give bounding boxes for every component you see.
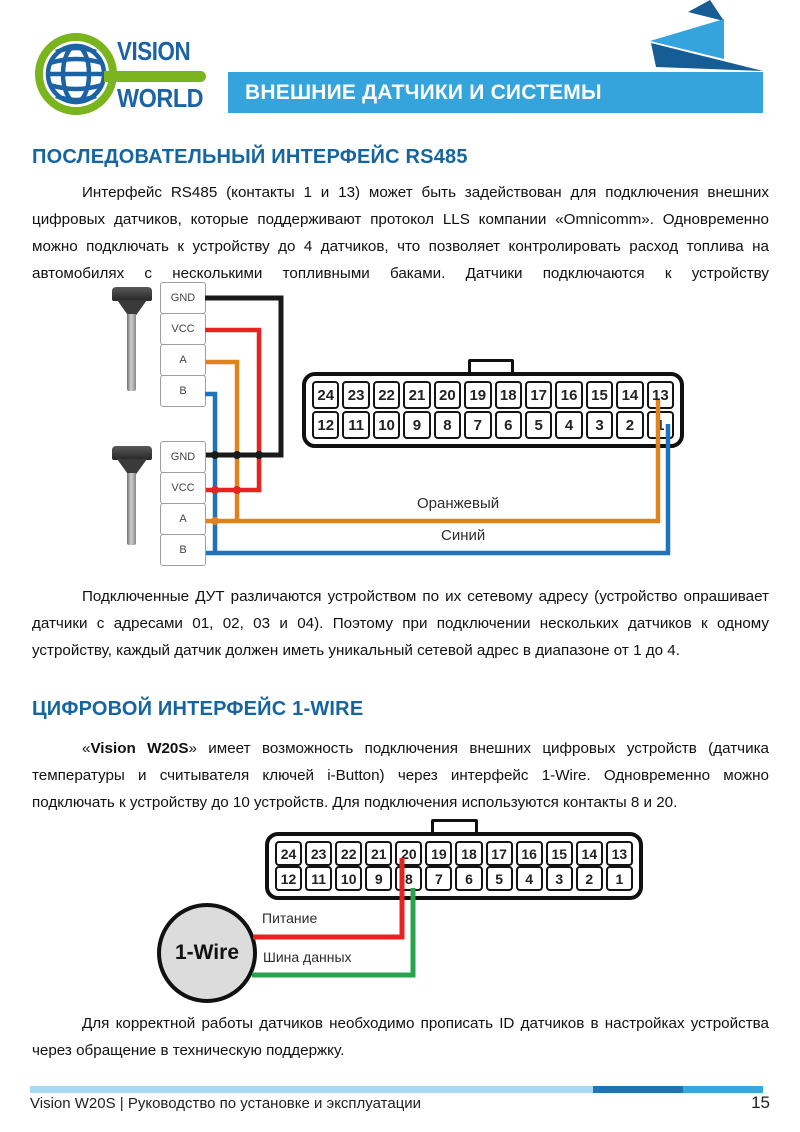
pin-cell: 8	[434, 411, 461, 439]
onewire-paragraph-1-prefix: «	[82, 740, 91, 757]
pin-cell: 2	[576, 866, 603, 891]
onewire-paragraph-1	[32, 735, 769, 816]
footer-bar-mid	[683, 1086, 763, 1093]
sensor-2-terminal-block	[160, 442, 206, 566]
pin-cell: 7	[425, 866, 452, 891]
pin-cell: 21	[403, 381, 430, 409]
connector-1-top-row	[312, 381, 674, 409]
pin-cell: 9	[365, 866, 392, 891]
one-wire-node-label: 1-Wire	[175, 941, 239, 964]
device-name-bold: Vision W20S	[90, 740, 189, 757]
terminal-label: A	[160, 503, 206, 535]
onewire-section-title: ЦИФРОВОЙ ИНТЕРФЕЙС 1-WIRE	[32, 698, 364, 720]
terminal-label: VCC	[160, 472, 206, 504]
fuel-sensor-2-neck	[117, 459, 147, 474]
sensor-1-terminal-block	[160, 283, 206, 407]
pin-cell: 18	[455, 841, 482, 866]
footer-bar-dark	[593, 1086, 683, 1093]
logo-text-world: WORLD	[117, 83, 204, 113]
pin-cell: 22	[335, 841, 362, 866]
onewire-paragraph-2: Для корректной работы датчиков необходимо прописать ID датчиков в настройках устройства через обращение в техническую поддержку.	[32, 1015, 769, 1059]
pin-cell: 14	[576, 841, 603, 866]
pin-cell: 16	[516, 841, 543, 866]
pin-cell: 15	[546, 841, 573, 866]
pin-cell: 24	[312, 381, 339, 409]
a-junction-dot	[211, 517, 219, 525]
logo-underline	[104, 71, 206, 82]
fuel-sensor-1-neck	[117, 300, 147, 315]
vcc-wire	[205, 330, 259, 490]
pin-cell: 15	[586, 381, 613, 409]
pin-cell: 17	[486, 841, 513, 866]
banner-title: ВНЕШНИЕ ДАТЧИКИ И СИСТЕМЫ	[245, 81, 602, 104]
pin-cell: 11	[342, 411, 369, 439]
pin-cell: 5	[525, 411, 552, 439]
connector-2-bottom-row	[275, 866, 633, 891]
pin-cell: 20	[434, 381, 461, 409]
terminal-label: GND	[160, 441, 206, 473]
pin-cell: 17	[525, 381, 552, 409]
footer-document-title: Vision W20S | Руководство по установке и эксплуатации	[30, 1095, 422, 1112]
pin-cell: 24	[275, 841, 302, 866]
pin-cell: 5	[486, 866, 513, 891]
terminal-label: GND	[160, 282, 206, 314]
pin-cell: 4	[555, 411, 582, 439]
pin-cell: 21	[365, 841, 392, 866]
rs485-paragraph-2: Подключенные ДУТ различаются устройством по их сетевому адресу (устройство опрашивает датчики с адресами 01, 02, 03 и 04). Поэтому при подключении нескольких датчиков к одному устройству, каждый датчик должен иметь уникальный сетевой адрес в диапазоне от 1 до 4.	[32, 588, 769, 659]
pin-cell: 16	[555, 381, 582, 409]
pin-cell: 8	[395, 866, 422, 891]
pin-cell: 9	[403, 411, 430, 439]
pin-cell: 19	[425, 841, 452, 866]
connector-2	[265, 832, 643, 900]
logo-text-vision: VISION	[117, 36, 191, 66]
orange-wire-label: Оранжевый	[417, 495, 500, 512]
pin-cell: 6	[495, 411, 522, 439]
connector-1	[302, 372, 684, 448]
fuel-sensor-2-icon	[112, 446, 152, 460]
rs485-paragraph-1: Интерфейс RS485 (контакты 1 и 13) может быть задействован для подключения внешних цифровых датчиков, которые поддерживают протокол LLS компании «Omnicomm». Одновременно можно подключать к устройству до 4 датчиков, что позволяет контролировать расход топлива на автомобилях с несколькими топливными баками. Датчики подключаются к устройству	[32, 184, 769, 282]
footer-page-number: 15	[751, 1093, 770, 1112]
pin-cell: 14	[616, 381, 643, 409]
section-banner	[228, 72, 763, 113]
terminal-label: A	[160, 344, 206, 376]
fuel-sensor-2-rod	[127, 473, 136, 545]
footer-bar-light	[30, 1086, 593, 1093]
pin-cell: 10	[373, 411, 400, 439]
gnd-wire	[205, 298, 281, 455]
rs485-section-title: ПОСЛЕДОВАТЕЛЬНЫЙ ИНТЕРФЕЙС RS485	[32, 146, 468, 168]
connector-1-bottom-row	[312, 411, 674, 439]
pin-cell: 22	[373, 381, 400, 409]
terminal-label: VCC	[160, 313, 206, 345]
pin-cell: 7	[464, 411, 491, 439]
pin-cell: 2	[616, 411, 643, 439]
data-wire-label: Шина данных	[263, 949, 352, 965]
pin-cell: 13	[647, 381, 674, 409]
pin-cell: 6	[455, 866, 482, 891]
connector-2-top-row	[275, 841, 633, 866]
power-wire-label: Питание	[262, 910, 318, 926]
pin-cell: 3	[586, 411, 613, 439]
pin-cell: 1	[606, 866, 633, 891]
fuel-sensor-1-rod	[127, 314, 136, 391]
a-wire-branch	[205, 362, 237, 519]
pin-cell: 12	[312, 411, 339, 439]
pin-cell: 13	[606, 841, 633, 866]
pin-cell: 3	[546, 866, 573, 891]
pin-cell: 4	[516, 866, 543, 891]
pin-cell: 23	[305, 841, 332, 866]
gnd-junction-dots	[211, 451, 263, 459]
pin-cell: 12	[275, 866, 302, 891]
pin-cell: 10	[335, 866, 362, 891]
pin-cell: 19	[464, 381, 491, 409]
blue-wire-label: Синий	[441, 527, 486, 544]
vcc-junction-dots	[211, 486, 241, 494]
pin-cell: 18	[495, 381, 522, 409]
pin-cell: 23	[342, 381, 369, 409]
onewire-paragraph-1-rest: » имеет возможность подключения внешних цифровых устройств (датчика температуры и считывателя ключей i-Button) через интерфейс 1-Wire. Одновременно можно подключать к устройству до 10 устройств. Для подключения используются контакты 8 и 20.	[32, 740, 769, 811]
terminal-label: B	[160, 534, 206, 566]
terminal-label: B	[160, 375, 206, 407]
b-wire-branch	[205, 394, 215, 551]
fuel-sensor-1-icon	[112, 287, 152, 301]
pin-cell: 11	[305, 866, 332, 891]
pin-cell: 20	[395, 841, 422, 866]
pin-cell: 1	[647, 411, 674, 439]
one-wire-node	[157, 903, 257, 1003]
